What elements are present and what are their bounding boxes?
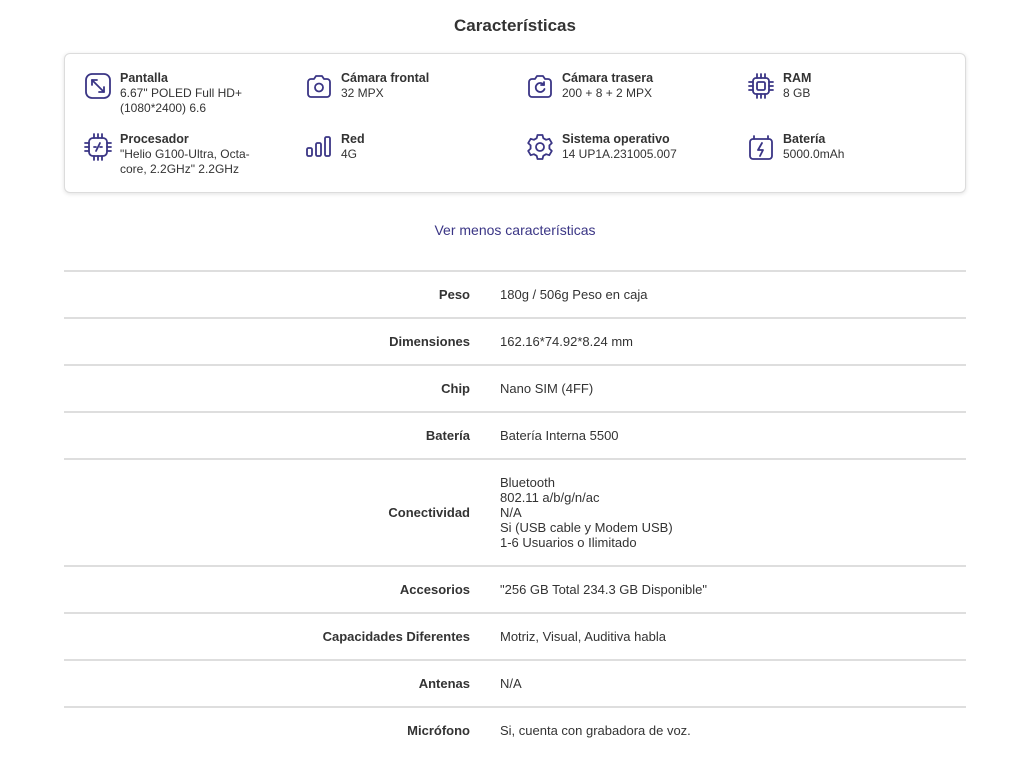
feature-camara-frontal — [304, 71, 514, 101]
spec-row — [64, 364, 966, 411]
spec-row — [64, 317, 966, 364]
screen-resize-icon — [83, 71, 113, 101]
ver-menos-link[interactable]: Ver menos características — [434, 222, 596, 238]
feature-label: Sistema operativo — [562, 132, 670, 146]
feature-procesador — [83, 132, 293, 177]
spec-key: Antenas — [418, 676, 470, 691]
spec-row — [64, 659, 966, 706]
spec-value: 162.16*74.92*8.24 mm — [500, 334, 633, 349]
feature-bateria — [746, 132, 956, 162]
page-title: Características — [454, 16, 576, 35]
spec-key: Batería — [425, 428, 470, 443]
feature-label: Cámara frontal — [341, 71, 430, 85]
memory-chip-icon — [746, 71, 776, 101]
feature-sistema-operativo — [525, 132, 735, 162]
spec-row — [64, 270, 966, 317]
feature-camara-trasera — [525, 71, 735, 101]
spec-key: Accesorios — [399, 582, 470, 597]
spec-key: Micrófono — [407, 723, 470, 738]
spec-key: Chip — [441, 381, 470, 396]
settings-gear-icon — [525, 132, 555, 162]
spec-value: Si, cuenta con grabadora de voz. — [500, 723, 691, 738]
feature-value: 6.67" POLED Full HD+ (1080*2400) 6.6 — [120, 86, 242, 115]
spec-row — [64, 612, 966, 659]
feature-value: 200 + 8 + 2 MPX — [562, 86, 653, 100]
spec-row — [64, 706, 966, 753]
feature-label: Procesador — [120, 132, 189, 146]
feature-red — [304, 132, 514, 162]
feature-value: 14 UP1A.231005.007 — [562, 147, 677, 161]
feature-label: Batería — [783, 132, 826, 146]
feature-value: "Helio G100-Ultra, Octa- core, 2.2GHz" 2.2GHz — [120, 147, 250, 176]
spec-value: 180g / 506g Peso en caja — [500, 287, 648, 302]
camera-rotate-icon — [525, 71, 555, 101]
feature-value: 4G — [341, 147, 358, 161]
signal-bars-icon — [304, 132, 334, 162]
spec-value: N/A — [500, 676, 522, 691]
feature-ram — [746, 71, 956, 101]
feature-value: 5000.0mAh — [783, 147, 845, 161]
feature-label: RAM — [783, 71, 812, 85]
spec-row — [64, 411, 966, 458]
feature-pantalla — [83, 71, 293, 116]
feature-label: Pantalla — [120, 71, 168, 85]
feature-label: Red — [341, 132, 365, 146]
spec-key: Peso — [438, 287, 470, 302]
spec-row — [64, 565, 966, 612]
spec-value: Batería Interna 5500 — [500, 428, 619, 443]
spec-value: "256 GB Total 234.3 GB Disponible" — [500, 582, 708, 597]
spec-value: Motriz, Visual, Auditiva habla — [500, 629, 666, 644]
features-card — [64, 53, 966, 193]
spec-row — [64, 458, 966, 565]
spec-key: Dimensiones — [389, 334, 470, 349]
spec-value: Bluetooth 802.11 a/b/g/n/ac N/A Si (USB cable y Modem USB) 1-6 Usuarios o Ilimitado — [500, 475, 673, 550]
feature-value: 8 GB — [783, 86, 811, 100]
spec-key: Conectividad — [388, 505, 470, 520]
camera-icon — [304, 71, 334, 101]
feature-label: Cámara trasera — [562, 71, 654, 85]
spec-table — [64, 270, 966, 753]
spec-value: Nano SIM (4FF) — [500, 381, 594, 396]
battery-charging-icon — [746, 132, 776, 162]
processor-icon — [83, 132, 113, 162]
spec-key: Capacidades Diferentes — [322, 629, 470, 644]
feature-value: 32 MPX — [341, 86, 384, 100]
